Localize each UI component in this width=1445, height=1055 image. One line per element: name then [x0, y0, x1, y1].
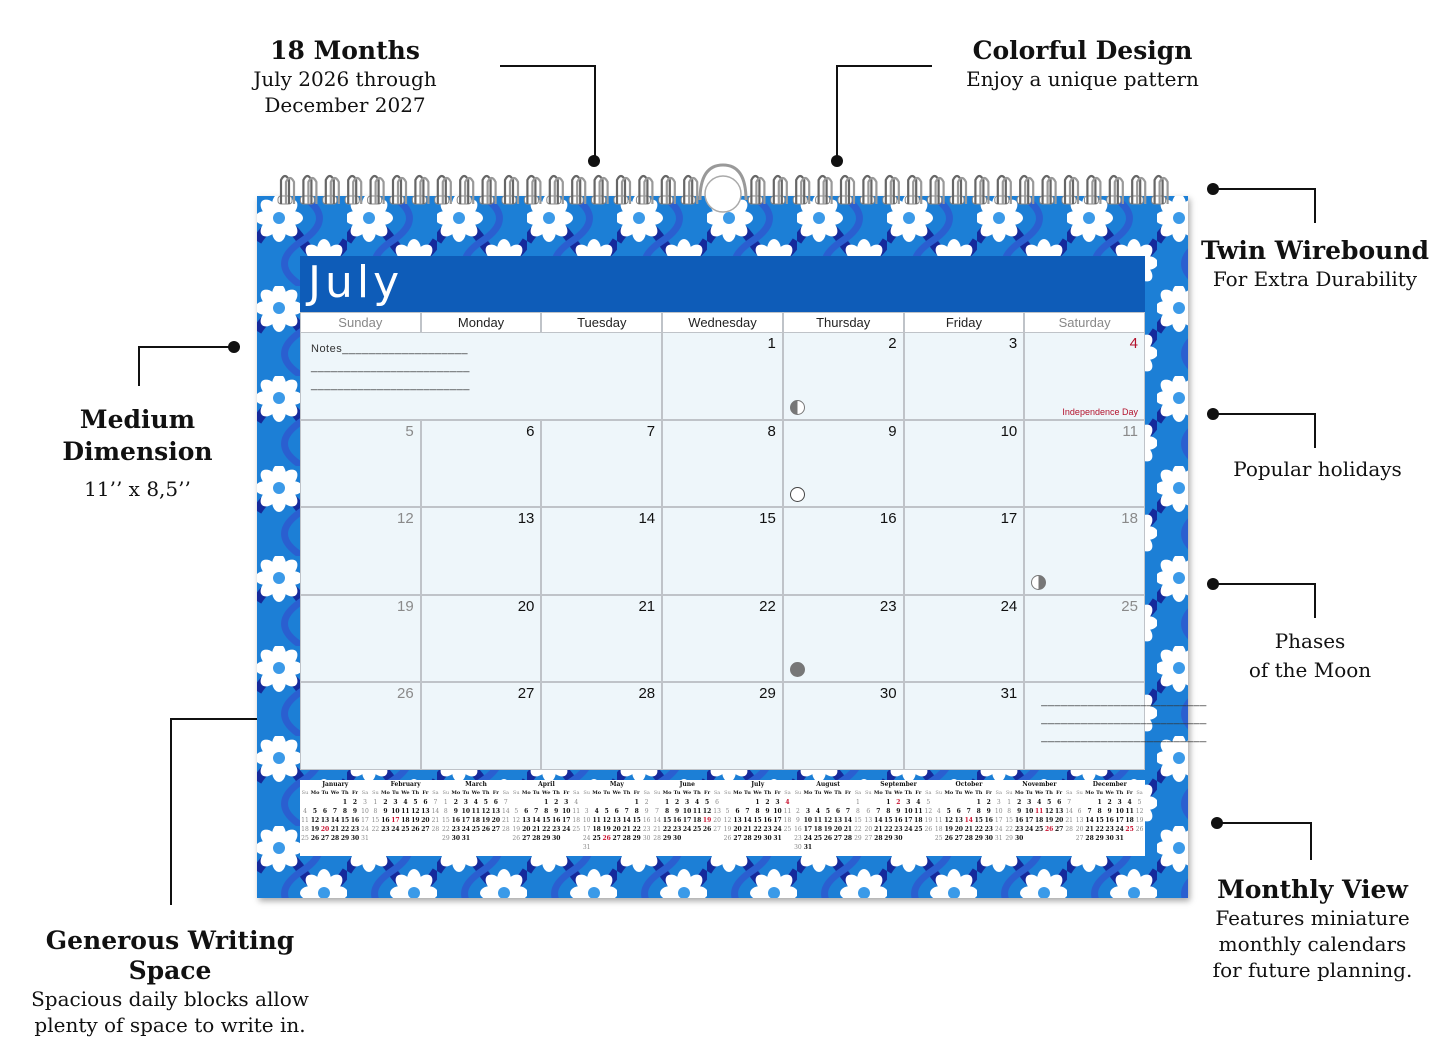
- callout-title: Colorful Design: [972, 36, 1193, 65]
- day-cell[interactable]: [784, 508, 903, 594]
- callout-subtitle: Phases of the Moon: [1248, 629, 1372, 682]
- day-number: 18: [1121, 510, 1138, 528]
- day-cell[interactable]: [422, 421, 541, 507]
- day-cell[interactable]: [542, 508, 661, 594]
- mini-calendar-march: March Su Mo Tu We Th Fr Sa 1 2 3 4 5 6 7 8 9 10 11 12 13 14 15 16 17 18 19 20 21 22 23 24 25 26 27 28 29 30 31: [442, 781, 510, 842]
- mini-calendar-title: June: [679, 781, 695, 788]
- day-number: 7: [646, 422, 656, 440]
- callout-subtitle: For Extra Durability: [1212, 267, 1418, 291]
- day-cell[interactable]: [784, 683, 903, 769]
- callout-popular-holidays: [1210, 456, 1425, 482]
- mini-calendar-december: December Su Mo Tu We Th Fr Sa 1 2 3 4 5 6 7 8 9 10 11 12 13 14 15 16 17 18 19 20 21 22 23 24 25 26 27 28 29 30 31: [1075, 781, 1144, 842]
- day-cell[interactable]: [663, 596, 782, 682]
- day-cell[interactable]: [1025, 421, 1144, 507]
- day-number: 2: [888, 335, 897, 352]
- day-number: 3: [1008, 335, 1018, 352]
- mini-calendar-november: November Su Mo Tu We Th Fr Sa 1 2 3 4 5 6 7 8 9 10 11 12 13 14 15 16 17 18 19 20 21 22 23 24 25 26 27 28 29 30: [1005, 781, 1073, 842]
- day-number: 9: [888, 422, 897, 440]
- callout-monthly-view: [1210, 875, 1415, 983]
- day-cell[interactable]: [784, 333, 903, 419]
- extra-notes-block[interactable]: [1025, 683, 1207, 769]
- mini-calendar-title: May: [609, 781, 624, 788]
- day-number: 24: [1000, 597, 1018, 615]
- day-number: 6: [526, 422, 535, 440]
- day-cell[interactable]: [905, 683, 1024, 769]
- day-number: 23: [879, 597, 897, 615]
- callout-dot: [228, 341, 240, 353]
- day-cell[interactable]: [905, 421, 1024, 507]
- day-cell[interactable]: [784, 421, 903, 507]
- day-cell[interactable]: [301, 683, 420, 769]
- callout-subtitle: 11’’ x 8,5’’: [84, 477, 191, 501]
- notes-line: ________________________: [311, 361, 470, 373]
- moon-last-quarter-icon: [1031, 575, 1046, 590]
- day-number: 10: [1000, 422, 1018, 440]
- callout-subtitle: Features miniature monthly calendars for future planning.: [1212, 906, 1413, 982]
- day-cell[interactable]: [422, 596, 541, 682]
- mini-calendar-august: August Su Mo Tu We Th Fr Sa 1 2 3 4 5 6 7 8 9 10 11 12 13 14 15 16 17 18 19 20 21 22 23 24 25 26 27 28 29 30 31: [794, 781, 862, 851]
- day-number: 28: [638, 685, 656, 703]
- twin-wire-binding: [255, 160, 1190, 220]
- mini-calendar-title: October: [955, 781, 983, 788]
- callout-medium-dimension: [40, 404, 235, 502]
- mini-calendar-title: August: [816, 781, 840, 788]
- weekday-header-saturday: Saturday: [1025, 313, 1144, 332]
- month-title: July: [308, 257, 404, 308]
- mini-calendar-title: November: [1022, 781, 1057, 788]
- day-number: 11: [1122, 422, 1138, 440]
- day-number: 8: [767, 422, 776, 440]
- day-cell[interactable]: [784, 596, 903, 682]
- day-cell[interactable]: [663, 421, 782, 507]
- day-number: 1: [767, 335, 776, 352]
- callout-subtitle: Enjoy a unique pattern: [966, 67, 1199, 91]
- callout-title: Generous Writing Space: [45, 926, 295, 985]
- month-grid: [300, 312, 1207, 770]
- day-cell[interactable]: [905, 333, 1024, 419]
- day-cell[interactable]: [663, 333, 782, 419]
- day-number: 26: [397, 685, 414, 703]
- mini-calendar-title: February: [390, 781, 421, 788]
- day-number: 19: [397, 597, 414, 615]
- mini-calendar-may: May Su Mo Tu We Th Fr Sa 1 2 3 4 5 6 7 8 9 10 11 12 13 14 15 16 17 18 19 20 21 22 23 24 25 26 27 28 29 30 31: [582, 781, 651, 851]
- notes-line: _________________________: [1041, 713, 1207, 726]
- day-number: 5: [405, 422, 414, 440]
- day-number: 16: [879, 510, 897, 528]
- mini-calendar-january: January Su Mo Tu We Th Fr Sa 1 2 3 4 5 6 7 8 9 10 11 12 13 14 15 16 17 18 19 20 21 22 23 24 25 26 27 28 29 30 31: [301, 781, 369, 842]
- mini-calendar-april: April Su Mo Tu We Th Fr Sa 1 2 3 4 5 6 7 8 9 10 11 12 13 14 15 16 17 18 19 20 21 22 23 24 25 26 27 28 29 30: [512, 781, 581, 842]
- day-cell[interactable]: [542, 596, 661, 682]
- callout-colorful-design: [950, 36, 1215, 92]
- day-cell[interactable]: [301, 596, 420, 682]
- day-number: 15: [759, 510, 776, 528]
- weekday-header-wednesday: Wednesday: [663, 313, 782, 332]
- callout-18-months: [240, 36, 450, 118]
- callout-dot: [1207, 408, 1219, 420]
- day-cell[interactable]: [1025, 596, 1144, 682]
- day-cell[interactable]: [1025, 333, 1144, 419]
- day-number: 21: [638, 597, 656, 615]
- callout-twin-wirebound: [1200, 236, 1430, 292]
- day-number: 12: [397, 510, 414, 528]
- moon-new-icon: [790, 662, 805, 677]
- mini-calendar-july: July Su Mo Tu We Th Fr Sa 1 2 3 4 5 6 7 8 9 10 11 12 13 14 15 16 17 18 19 20 21 22 23 24 25 26 27 28 29 30 31: [723, 781, 792, 842]
- notes-label: Notes___________________: [311, 343, 468, 355]
- callout-moon-phases: [1210, 627, 1410, 685]
- day-cell[interactable]: [663, 508, 782, 594]
- day-number: 31: [1000, 685, 1018, 703]
- weekday-header-sunday: Sunday: [301, 313, 420, 332]
- notes-line: _________________________: [1041, 731, 1207, 744]
- mini-calendar-title: December: [1092, 781, 1127, 788]
- notes-line: ________________________: [311, 379, 470, 391]
- mini-calendar-february: February Su Mo Tu We Th Fr Sa 1 2 3 4 5 6 7 8 9 10 11 12 13 14 15 16 17 18 19 20 21 22 23 24 25 26 27 28: [371, 781, 440, 833]
- callout-subtitle: Spacious daily blocks allow plenty of space to write in.: [31, 987, 309, 1037]
- callout-writing-space: [15, 926, 325, 1038]
- callout-subtitle: Popular holidays: [1233, 457, 1402, 481]
- callout-title: Monthly View: [1217, 875, 1408, 904]
- day-cell[interactable]: [905, 508, 1024, 594]
- notes-line: _________________________: [1041, 695, 1207, 708]
- day-number: 22: [759, 597, 776, 615]
- day-cell[interactable]: [422, 508, 541, 594]
- month-header-bar: [300, 256, 1145, 312]
- callout-title: Twin Wirebound: [1201, 236, 1429, 265]
- weekday-header-monday: Monday: [422, 313, 541, 332]
- weekday-header-tuesday: Tuesday: [542, 313, 661, 332]
- callout-dot: [1211, 817, 1223, 829]
- callout-subtitle: July 2026 through December 2027: [253, 67, 437, 117]
- mini-calendar-title: April: [538, 781, 555, 788]
- moon-full-icon: [790, 487, 805, 502]
- day-cell[interactable]: [422, 683, 541, 769]
- weekday-header-thursday: Thursday: [784, 313, 903, 332]
- callout-title: 18 Months: [270, 36, 420, 65]
- day-cell[interactable]: [663, 683, 782, 769]
- day-number: 29: [759, 685, 776, 703]
- day-number: 20: [517, 597, 535, 615]
- moon-first-quarter-icon: [790, 400, 805, 415]
- notes-block[interactable]: [301, 333, 661, 419]
- day-cell[interactable]: [301, 508, 420, 594]
- mini-calendar-title: March: [465, 781, 487, 788]
- callout-title: Medium Dimension: [62, 405, 213, 466]
- day-cell[interactable]: [542, 683, 661, 769]
- mini-calendars-strip: [300, 780, 1145, 856]
- day-number: 14: [638, 510, 656, 528]
- day-number: 30: [879, 685, 897, 703]
- day-cell[interactable]: [542, 421, 661, 507]
- day-number: 4: [1129, 335, 1138, 352]
- mini-calendar-title: September: [880, 781, 917, 788]
- day-number: 25: [1121, 597, 1138, 615]
- holiday-label: Independence Day: [1062, 406, 1138, 417]
- day-number: 13: [517, 510, 535, 528]
- mini-calendar-june: June Su Mo Tu We Th Fr Sa 1 2 3 4 5 6 7 8 9 10 11 12 13 14 15 16 17 18 19 20 21 22 23 24 25 26 27 28 29 30: [653, 781, 721, 842]
- day-number: 17: [1000, 510, 1018, 528]
- mini-calendar-title: July: [751, 781, 765, 788]
- weekday-header-friday: Friday: [905, 313, 1024, 332]
- mini-calendar-october: October Su Mo Tu We Th Fr Sa 1 2 3 4 5 6 7 8 9 10 11 12 13 14 15 16 17 18 19 20 21 22 23 24 25 26 27 28 29 30 31: [934, 781, 1003, 842]
- callout-dot: [1207, 578, 1219, 590]
- day-cell[interactable]: [905, 596, 1024, 682]
- day-cell[interactable]: [1025, 508, 1144, 594]
- mini-calendar-title: January: [322, 781, 349, 788]
- mini-calendar-september: September Su Mo Tu We Th Fr Sa 1 2 3 4 5 6 7 8 9 10 11 12 13 14 15 16 17 18 19 20 21 22 23 24 25 26 27 28 29 30: [864, 781, 933, 842]
- day-number: 27: [517, 685, 535, 703]
- day-cell[interactable]: [301, 421, 420, 507]
- callout-dot: [1207, 183, 1219, 195]
